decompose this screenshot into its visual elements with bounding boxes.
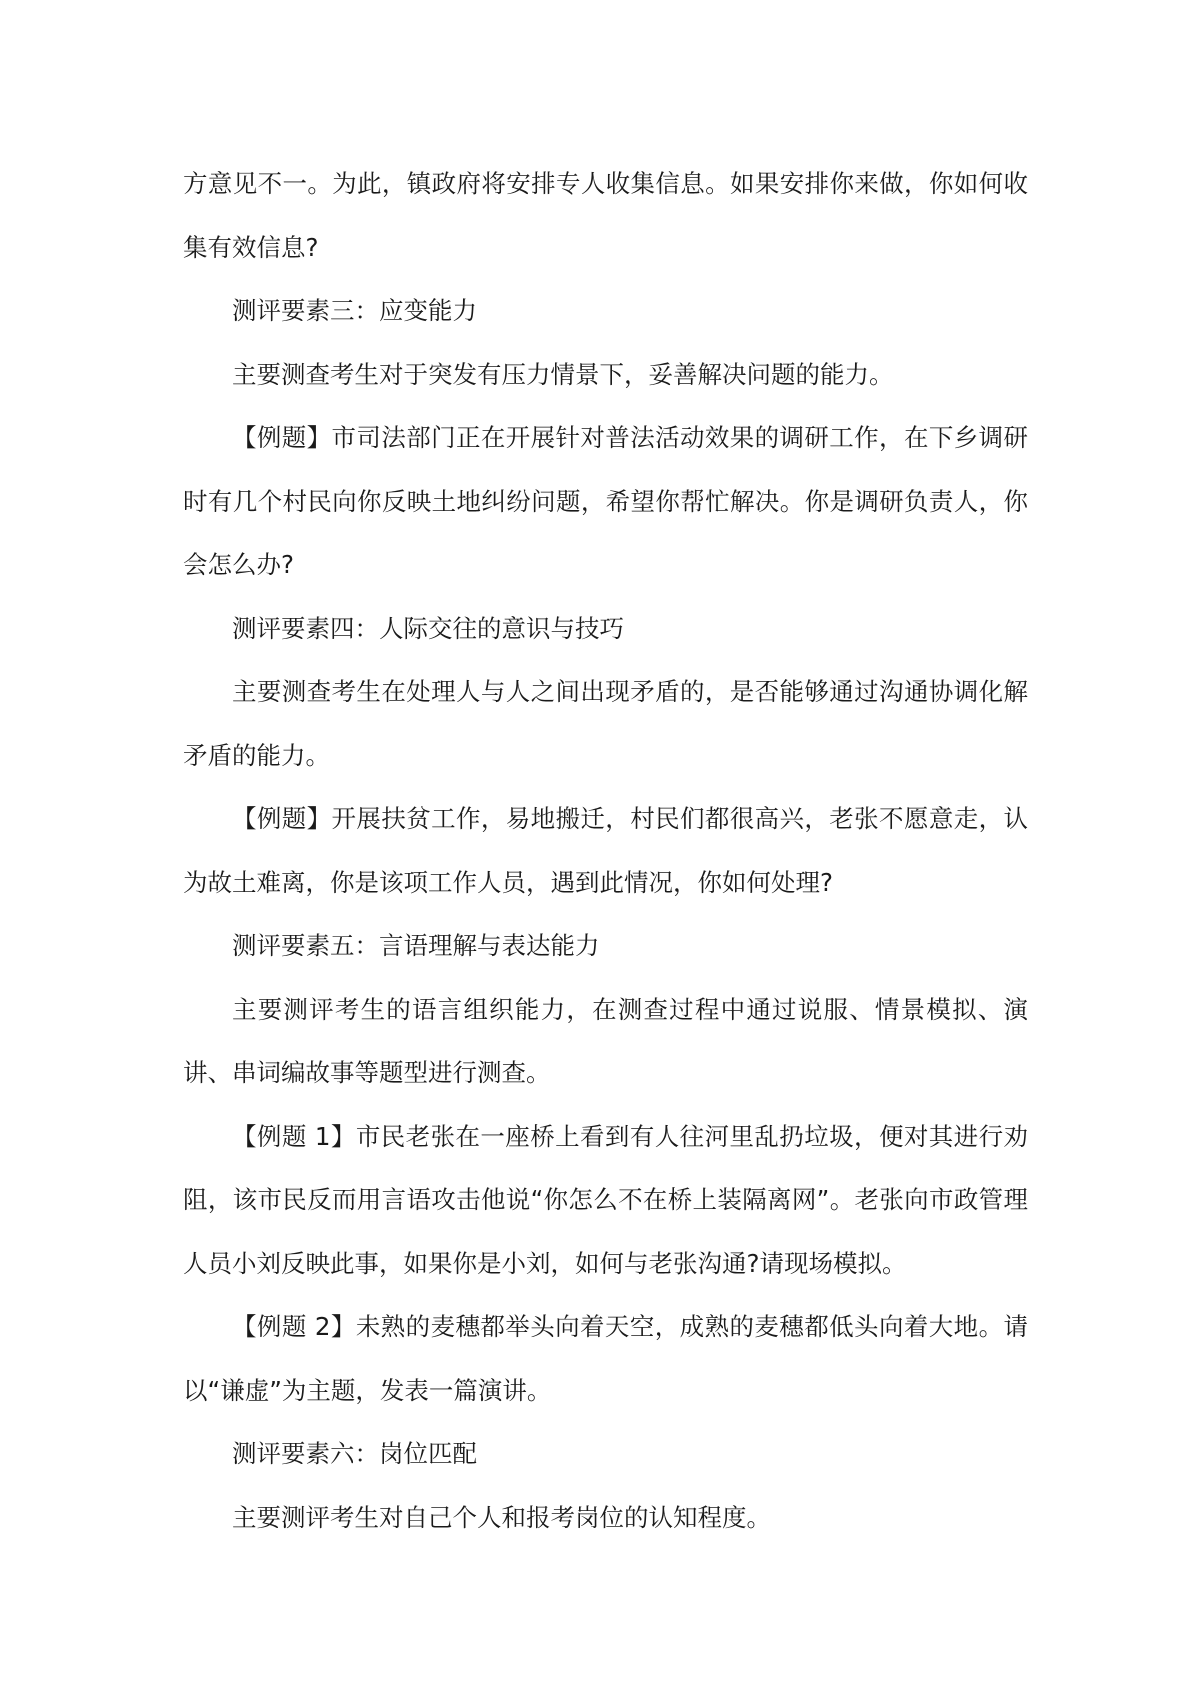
paragraph: 主要测评考生对自己个人和报考岗位的认知程度。	[232, 1502, 771, 1532]
paragraph: 方意见不一。为此，镇政府将安排专人收集信息。如果安排你来做，你如何收集有效信息?	[183, 169, 1028, 262]
section-heading: 测评要素五：言语理解与表达能力	[232, 931, 600, 960]
section-heading: 测评要素六：岗位匹配	[232, 1439, 477, 1468]
paragraph: 主要测查考生对于突发有压力情景下，妥善解决问题的能力。	[232, 359, 894, 389]
paragraph: 主要测查考生在处理人与人之间出现矛盾的，是否能够通过沟通协调化解矛盾的能力。	[183, 677, 1028, 770]
example-paragraph: 【例题】市司法部门正在开展针对普法活动效果的调研工作，在下乡调研时有几个村民向你反映土地纠纷问题，希望你帮忙解决。你是调研负责人，你会怎么办?	[183, 423, 1028, 579]
document-body	[183, 152, 1028, 1549]
section-heading: 测评要素三：应变能力	[232, 296, 477, 325]
example-paragraph: 【例题 1】市民老张在一座桥上看到有人往河里乱扔垃圾，便对其进行劝阻，该市民反而用言语攻击他说“你怎么不在桥上装隔离网”。老张向市政管理人员小刘反映此事，如果你是小刘，如何与老张沟通?请现场模拟。	[183, 1121, 1028, 1278]
example-paragraph: 【例题】开展扶贫工作，易地搬迁，村民们都很高兴，老张不愿意走，认为故土难离，你是该项工作人员，遇到此情况，你如何处理?	[183, 804, 1028, 897]
paragraph: 主要测评考生的语言组织能力，在测查过程中通过说服、情景模拟、演讲、串词编故事等题型进行测查。	[183, 994, 1028, 1087]
example-paragraph: 【例题 2】未熟的麦穗都举头向着天空，成熟的麦穗都低头向着大地。请以“谦虚”为主题，发表一篇演讲。	[183, 1312, 1028, 1405]
section-heading: 测评要素四：人际交往的意识与技巧	[232, 613, 624, 643]
